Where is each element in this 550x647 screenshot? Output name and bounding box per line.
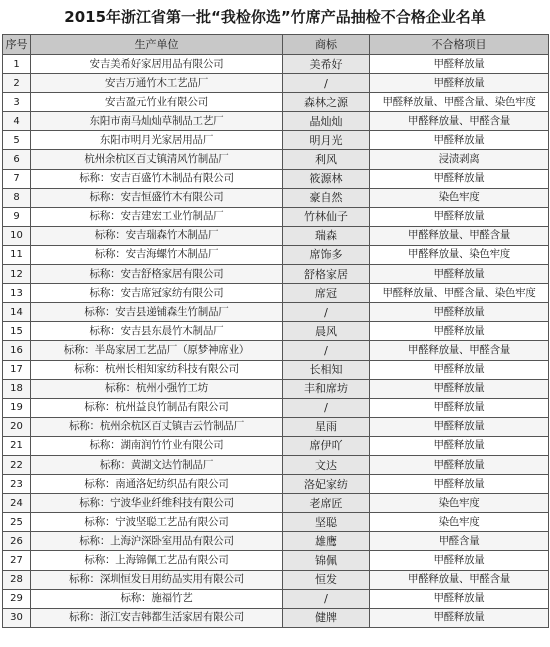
- row-failed-item: 浸渍剥离: [370, 150, 549, 169]
- row-number: 15: [3, 322, 31, 341]
- row-failed-item: 甲醛释放量: [370, 589, 549, 608]
- table-row: [3, 551, 549, 570]
- row-failed-item: 甲醛含量: [370, 532, 549, 551]
- row-brand: /: [283, 589, 370, 608]
- row-number: 20: [3, 417, 31, 436]
- row-brand: 席伊吖: [283, 436, 370, 455]
- row-brand: 竹林仙子: [283, 207, 370, 226]
- row-producer: 标称：施福竹艺: [31, 589, 283, 608]
- row-failed-item: 甲醛释放量: [370, 551, 549, 570]
- table-row: [3, 303, 549, 322]
- row-producer: 标称：上海锦佩工艺品有限公司: [31, 551, 283, 570]
- header-number: 序号: [3, 35, 31, 55]
- row-number: 14: [3, 303, 31, 322]
- row-failed-item: 甲醛释放量、甲醛含量: [370, 570, 549, 589]
- row-producer: 标称：深圳恒发日用纺品实用有限公司: [31, 570, 283, 589]
- row-brand: /: [283, 341, 370, 360]
- row-failed-item: 甲醛释放量: [370, 455, 549, 474]
- row-brand: /: [283, 74, 370, 93]
- row-failed-item: 甲醛释放量、甲醛含量: [370, 112, 549, 131]
- row-failed-item: 甲醛释放量: [370, 55, 549, 74]
- row-number: 27: [3, 551, 31, 570]
- row-number: 26: [3, 532, 31, 551]
- table-row: [3, 532, 549, 551]
- row-brand: 洛妃家纺: [283, 475, 370, 494]
- row-producer: 标称：杭州益良竹制品有限公司: [31, 398, 283, 417]
- row-number: 28: [3, 570, 31, 589]
- row-producer: 标称：南通洛妃纺织品有限公司: [31, 475, 283, 494]
- table-row: [3, 188, 549, 207]
- header-brand: 商标: [283, 35, 370, 55]
- row-producer: 安吉万通竹木工艺品厂: [31, 74, 283, 93]
- table-row: [3, 169, 549, 188]
- row-producer: 标称：湖南润竹竹业有限公司: [31, 436, 283, 455]
- row-brand: 长相知: [283, 360, 370, 379]
- row-number: 24: [3, 494, 31, 513]
- row-producer: 东阳市南马灿灿草制品工艺厂: [31, 112, 283, 131]
- row-producer: 标称：宁波坚聪工艺品有限公司: [31, 513, 283, 532]
- row-brand: 恒发: [283, 570, 370, 589]
- row-producer: 标称：安吉建宏工业竹制品厂: [31, 207, 283, 226]
- row-producer: 东阳市明月光家居用品厂: [31, 131, 283, 150]
- row-producer: 标称：杭州长相知家纺科技有限公司: [31, 360, 283, 379]
- row-number: 3: [3, 93, 31, 112]
- row-failed-item: 甲醛释放量: [370, 360, 549, 379]
- row-brand: 雄鹰: [283, 532, 370, 551]
- row-failed-item: 甲醛释放量: [370, 207, 549, 226]
- row-failed-item: 染色牢度: [370, 188, 549, 207]
- row-failed-item: 甲醛释放量、甲醛含量: [370, 341, 549, 360]
- row-failed-item: 甲醛释放量: [370, 322, 549, 341]
- row-producer: 标称：宁波华业纤维科技有限公司: [31, 494, 283, 513]
- table-row: [3, 150, 549, 169]
- row-number: 16: [3, 341, 31, 360]
- row-failed-item: 甲醛释放量: [370, 436, 549, 455]
- row-brand: 锦佩: [283, 551, 370, 570]
- table-row: [3, 513, 549, 532]
- table-row: [3, 112, 549, 131]
- table-row: [3, 341, 549, 360]
- row-brand: /: [283, 398, 370, 417]
- row-brand: 利风: [283, 150, 370, 169]
- row-producer: 标称：安吉海螺竹木制品厂: [31, 245, 283, 264]
- row-brand: 老席匠: [283, 494, 370, 513]
- row-failed-item: 甲醛释放量: [370, 265, 549, 284]
- row-brand: 丰和席坊: [283, 379, 370, 398]
- table-row: [3, 436, 549, 455]
- row-brand: 晨风: [283, 322, 370, 341]
- row-failed-item: 甲醛释放量: [370, 398, 549, 417]
- row-producer: 标称：安吉席冠家纺有限公司: [31, 284, 283, 303]
- header-producer: 生产单位: [31, 35, 283, 55]
- row-producer: 杭州余杭区百丈镇清风竹制品厂: [31, 150, 283, 169]
- row-failed-item: 甲醛释放量、甲醛含量、染色牢度: [370, 284, 549, 303]
- row-brand: 坚聪: [283, 513, 370, 532]
- row-failed-item: 甲醛释放量、甲醛含量: [370, 226, 549, 245]
- row-brand: 明月光: [283, 131, 370, 150]
- row-failed-item: 甲醛释放量、染色牢度: [370, 245, 549, 264]
- row-number: 17: [3, 360, 31, 379]
- row-number: 23: [3, 475, 31, 494]
- row-brand: /: [283, 303, 370, 322]
- row-brand: 星雨: [283, 417, 370, 436]
- row-number: 12: [3, 265, 31, 284]
- row-number: 18: [3, 379, 31, 398]
- row-producer: 标称：半岛家居工艺品厂（原梦神席业）: [31, 341, 283, 360]
- row-number: 5: [3, 131, 31, 150]
- table-row: [3, 55, 549, 74]
- row-brand: 森林之源: [283, 93, 370, 112]
- row-producer: 标称：安吉县递铺森生竹制品厂: [31, 303, 283, 322]
- row-failed-item: 甲醛释放量: [370, 74, 549, 93]
- row-producer: 标称：安吉县东晨竹木制品厂: [31, 322, 283, 341]
- row-failed-item: 甲醛释放量: [370, 608, 549, 627]
- table-row: [3, 494, 549, 513]
- row-number: 2: [3, 74, 31, 93]
- row-producer: 标称：安吉瑞森竹木制品厂: [31, 226, 283, 245]
- row-failed-item: 甲醛释放量、甲醛含量、染色牢度: [370, 93, 549, 112]
- row-failed-item: 甲醛释放量: [370, 379, 549, 398]
- row-number: 6: [3, 150, 31, 169]
- table-row: [3, 265, 549, 284]
- document-title: 2015年浙江省第一批“我检你选”竹席产品抽检不合格企业名单: [64, 8, 486, 26]
- row-number: 7: [3, 169, 31, 188]
- row-brand: 瑞森: [283, 226, 370, 245]
- row-failed-item: 甲醛释放量: [370, 417, 549, 436]
- row-producer: 标称：安吉舒格家居有限公司: [31, 265, 283, 284]
- row-brand: 文达: [283, 455, 370, 474]
- header-failed-item: 不合格项目: [370, 35, 549, 55]
- table-row: [3, 207, 549, 226]
- row-failed-item: 甲醛释放量: [370, 131, 549, 150]
- row-producer: 标称：杭州小强竹工坊: [31, 379, 283, 398]
- row-producer: 标称：浙江安吉韩都生活家居有限公司: [31, 608, 283, 627]
- row-producer: 安吉盈元竹业有限公司: [31, 93, 283, 112]
- row-number: 19: [3, 398, 31, 417]
- table-header-row: [3, 35, 549, 55]
- table-row: [3, 74, 549, 93]
- row-number: 25: [3, 513, 31, 532]
- table-row: [3, 379, 549, 398]
- row-number: 8: [3, 188, 31, 207]
- table-row: [3, 608, 549, 627]
- row-number: 30: [3, 608, 31, 627]
- table-row: [3, 570, 549, 589]
- table-row: [3, 455, 549, 474]
- row-number: 22: [3, 455, 31, 474]
- row-brand: 舒格家居: [283, 265, 370, 284]
- row-producer: 标称：黄湖文达竹制品厂: [31, 455, 283, 474]
- row-failed-item: 甲醛释放量: [370, 303, 549, 322]
- table-row: [3, 93, 549, 112]
- row-brand: 席饰多: [283, 245, 370, 264]
- row-brand: 筱源林: [283, 169, 370, 188]
- table-row: [3, 398, 549, 417]
- row-number: 21: [3, 436, 31, 455]
- row-failed-item: 甲醛释放量: [370, 169, 549, 188]
- row-brand: 晶灿灿: [283, 112, 370, 131]
- table-row: [3, 322, 549, 341]
- row-brand: 美希好: [283, 55, 370, 74]
- row-producer: 标称：上海沪深卧室用品有限公司: [31, 532, 283, 551]
- row-failed-item: 染色牢度: [370, 513, 549, 532]
- table-row: [3, 475, 549, 494]
- table-row: [3, 131, 549, 150]
- row-number: 13: [3, 284, 31, 303]
- row-number: 29: [3, 589, 31, 608]
- row-producer: 标称：安吉百盛竹木制品有限公司: [31, 169, 283, 188]
- row-failed-item: 甲醛释放量: [370, 475, 549, 494]
- table-row: [3, 226, 549, 245]
- row-producer: 安吉美希好家居用品有限公司: [31, 55, 283, 74]
- row-failed-item: 染色牢度: [370, 494, 549, 513]
- table-row: [3, 417, 549, 436]
- table-row: [3, 589, 549, 608]
- row-number: 4: [3, 112, 31, 131]
- table-body: [3, 55, 549, 628]
- table-row: [3, 360, 549, 379]
- row-number: 10: [3, 226, 31, 245]
- row-producer: 标称：杭州余杭区百丈镇吉云竹制品厂: [31, 417, 283, 436]
- row-number: 1: [3, 55, 31, 74]
- row-brand: 席冠: [283, 284, 370, 303]
- row-number: 11: [3, 245, 31, 264]
- row-producer: 标称：安吉恒盛竹木有限公司: [31, 188, 283, 207]
- unqualified-enterprise-table: [2, 34, 549, 628]
- table-row: [3, 284, 549, 303]
- row-number: 9: [3, 207, 31, 226]
- table-row: [3, 245, 549, 264]
- row-brand: 健牌: [283, 608, 370, 627]
- row-brand: 豪自然: [283, 188, 370, 207]
